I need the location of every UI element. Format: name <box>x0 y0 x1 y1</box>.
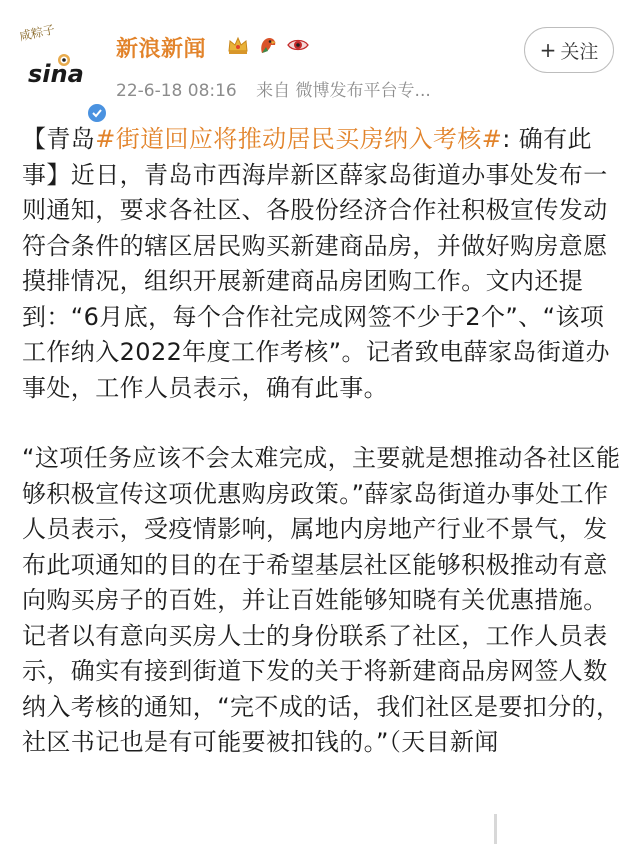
post-open-bracket: 【青岛 <box>22 125 96 153</box>
follow-button[interactable] <box>524 27 614 73</box>
sina-logo-icon <box>26 52 96 86</box>
parrot-icon[interactable] <box>256 33 280 57</box>
plus-icon: + <box>539 38 557 62</box>
avatar-logo-text: sina <box>28 60 84 86</box>
post-timestamp: 22-6-18 08:16 <box>116 81 237 101</box>
follow-label: 关注 <box>560 40 599 63</box>
post-paragraph-1-text: : 确有此事】近日，青岛市西海岸新区薛家岛街道办事处发布一则通知，要求各社区、各股份经济合作社积极宣传发动符合条件的辖区居民购买新建商品房，并做好购房意愿摸排情况，组织开展新建商品房团购工作。文内还提到：“6月底，每个合作社完成网签不少于2个”、“该项工作纳入2022年度工作考核”。记者致电薛家岛街道办事处，工作人员表示，确有此事。 <box>22 125 610 402</box>
avatar-badge: 咸粽子 <box>18 22 57 44</box>
post-source[interactable]: 来自 微博发布平台专... <box>256 81 431 101</box>
eye-icon[interactable] <box>286 33 310 57</box>
post-paragraph-2: “这项任务应该不会太难完成，主要就是想推动各社区能够积极宣传这项优惠购房政策。”薛家岛街道办事处工作人员表示，受疫情影响，属地内房地产行业不景气，发布此项通知的目的在于希望基层社区能够积极推动有意向购买房子的百姓，并让百姓能够知晓有关优惠措施。记者以有意向买房人士的身份联系了社区，工作人员表示，确实有接到街道下发的关于将新建商品房网签人数纳入考核的通知，“完不成的话，我们社区是要扣分的，社区书记也是有可能要被扣钱的。”（天目新闻 <box>22 444 621 756</box>
post-header <box>0 0 640 118</box>
verified-icon <box>86 102 108 124</box>
account-name[interactable]: 新浪新闻 <box>116 37 207 62</box>
crown-icon[interactable] <box>226 33 250 57</box>
text-cursor <box>494 814 497 844</box>
post-body <box>22 122 622 761</box>
hashtag-link[interactable]: #街道回应将推动居民买房纳入考核# <box>95 125 503 153</box>
badge-row <box>226 33 310 57</box>
post-meta <box>116 76 445 101</box>
avatar[interactable] <box>18 22 100 100</box>
post-paragraph-1 <box>22 122 622 406</box>
